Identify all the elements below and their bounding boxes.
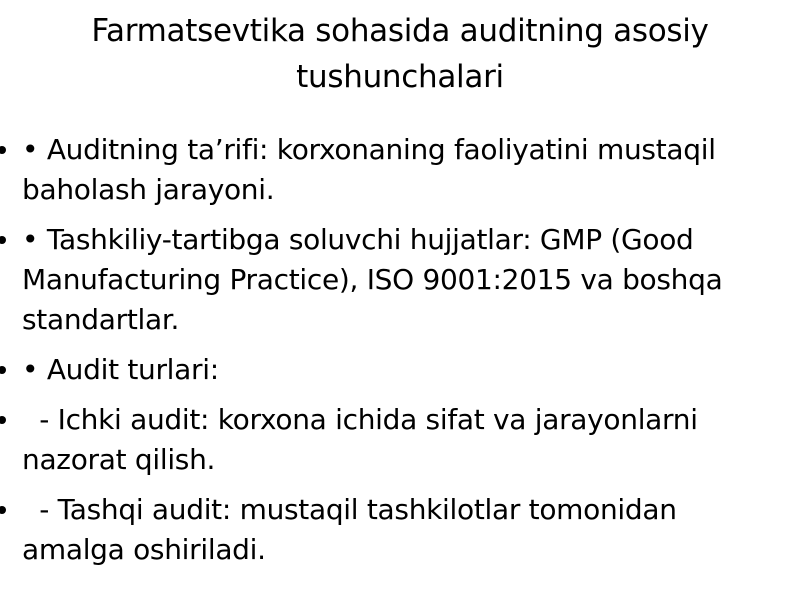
slide-title: Farmatsevtika sohasida auditning asosiy tushunchalari <box>91 13 709 95</box>
bullet-marker-icon <box>0 146 6 154</box>
bullet-marker-icon <box>0 236 6 244</box>
bullet-list <box>0 130 780 580</box>
bullet-text: • Audit turlari: <box>22 353 219 386</box>
bullet-marker-icon <box>0 366 6 374</box>
bullet-item <box>0 400 780 480</box>
bullet-marker-icon <box>0 506 6 514</box>
bullet-marker-icon <box>0 416 6 424</box>
bullet-item <box>0 490 780 570</box>
bullet-text: • Auditning ta’rifi: korxonaning faoliyatini mustaqil baholash jarayoni. <box>22 133 725 206</box>
bullet-text: - Ichki audit: korxona ichida sifat va jarayonlarni nazorat qilish. <box>22 403 707 476</box>
bullet-text: • Tashkiliy-tartibga soluvchi hujjatlar: GMP (Good Manufacturing Practice), ISO 9001:2015 va boshqa standartlar. <box>22 223 732 336</box>
bullet-item <box>0 220 780 340</box>
bullet-text: - Tashqi audit: mustaqil tashkilotlar tomonidan amalga oshiriladi. <box>22 493 686 566</box>
bullet-item <box>0 130 780 210</box>
bullet-item <box>0 350 780 390</box>
